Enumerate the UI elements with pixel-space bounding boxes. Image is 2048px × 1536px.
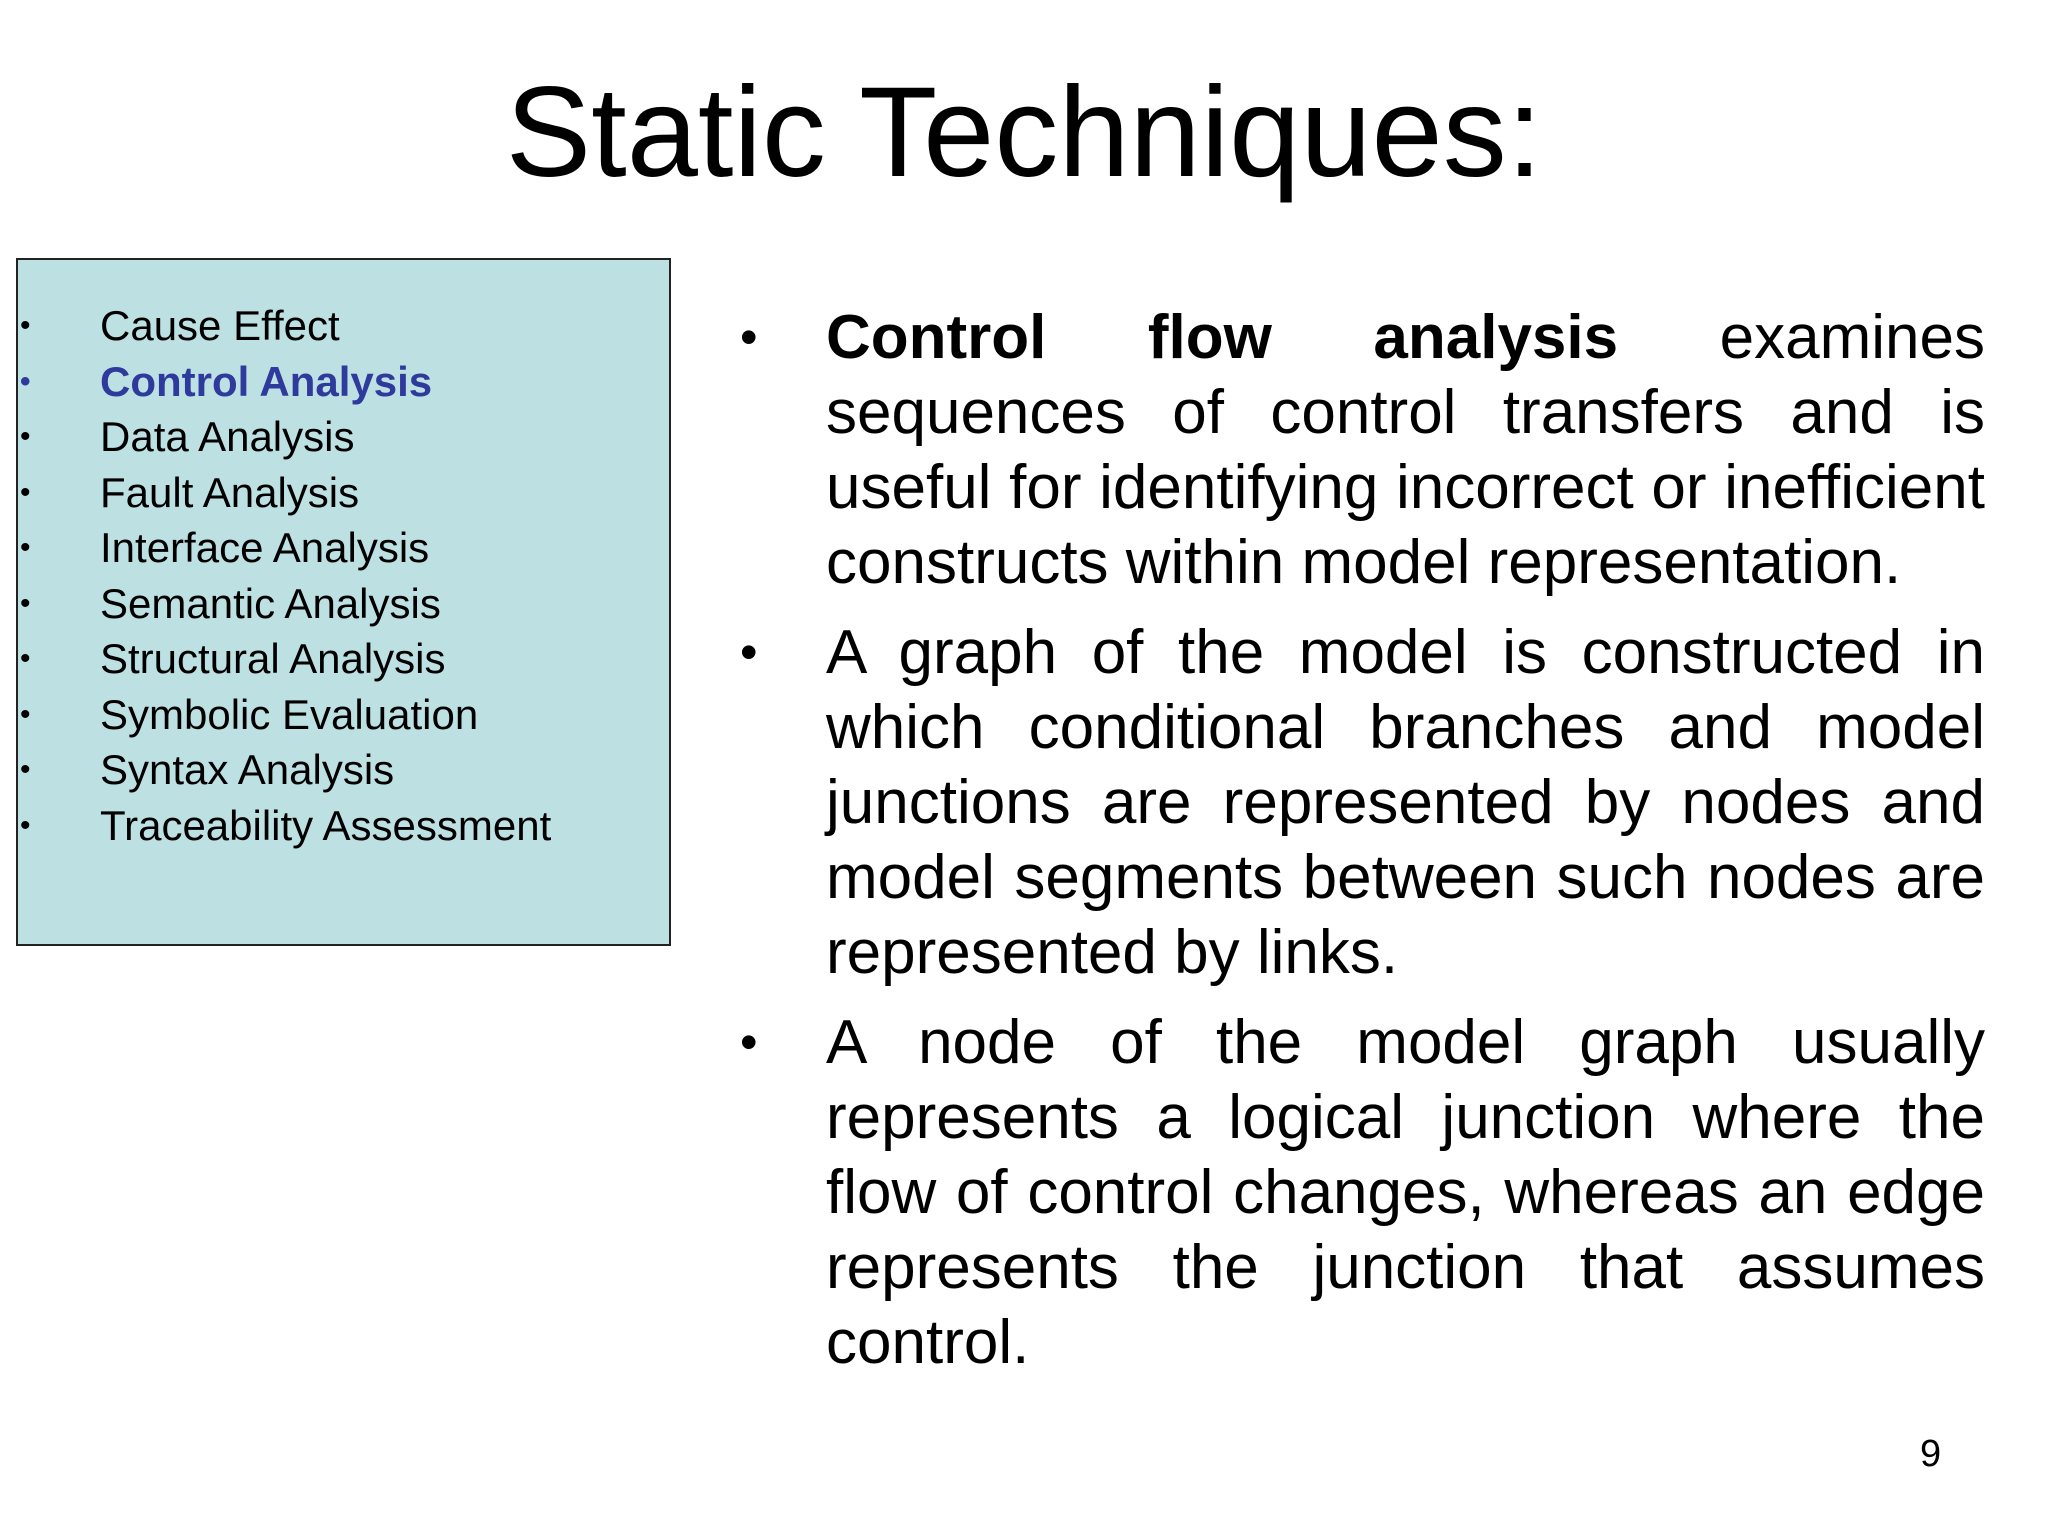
bullet-icon: •: [20, 586, 31, 620]
bullet-icon: •: [20, 364, 31, 398]
bullet-icon: •: [20, 475, 31, 509]
bullet-icon: •: [740, 1014, 758, 1070]
paragraph-emphasis: Control flow analysis: [826, 303, 1619, 372]
topic-list-box: [16, 258, 671, 946]
bullet-icon: •: [20, 753, 31, 786]
bullet-icon: •: [20, 808, 31, 842]
bullet-icon: •: [740, 624, 758, 680]
bullet-icon: •: [20, 642, 31, 675]
page-number: 9: [1920, 1433, 1942, 1475]
bullet-icon: •: [20, 697, 31, 731]
topic-label: Data Analysis: [100, 413, 355, 460]
topic-label: Traceability Assessment: [100, 801, 552, 849]
slide-title: Static Techniques:: [505, 61, 1543, 204]
paragraph-text: examines sequences of control transfers and is useful for identifying incorrect or inefficient constructs within model representation.: [826, 303, 1986, 597]
bullet-icon: •: [740, 309, 758, 365]
topic-label: Fault Analysis: [100, 468, 360, 516]
bullet-icon: •: [20, 309, 31, 342]
paragraph-text: A node of the model graph usually represents a logical junction where the flow of control changes, whereas an edge represents the junction that assumes control.: [826, 1008, 1985, 1377]
topic-label: Semantic Analysis: [100, 579, 441, 627]
paragraph-text: A graph of the model is constructed in which conditional branches and model junctions are represented by nodes and model segments between such nodes are represented by links.: [826, 618, 1985, 987]
content-paragraph-node: [740, 1005, 1985, 1380]
topic-label: Cause Effect: [100, 302, 340, 349]
content-paragraph-graph: [740, 615, 1985, 990]
topic-label: Structural Analysis: [100, 635, 446, 682]
content-body: [740, 300, 1985, 1395]
content-paragraph-control-flow: [740, 300, 1985, 600]
topic-label: Control Analysis: [100, 357, 433, 405]
bullet-icon: •: [20, 420, 31, 453]
bullet-icon: •: [20, 531, 31, 564]
topic-label: Interface Analysis: [100, 524, 430, 571]
topic-label: Symbolic Evaluation: [100, 690, 479, 738]
topic-label: Syntax Analysis: [100, 746, 395, 793]
